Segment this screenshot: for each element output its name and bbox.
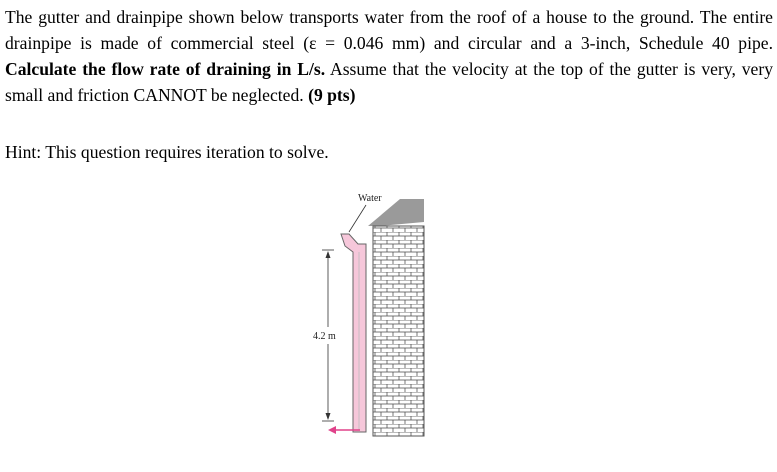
brick-wall	[373, 226, 424, 436]
gutter-drainpipe-figure	[300, 184, 440, 444]
water-label: Water	[358, 193, 382, 204]
dimension-arrow-up	[326, 251, 331, 258]
problem-task-bold: Calculate the flow rate of draining in L/s.	[5, 59, 326, 79]
problem-statement	[5, 4, 773, 108]
problem-points-bold: (9 pts)	[308, 85, 356, 105]
problem-text-part-1: The gutter and drainpipe shown below transports water from the roof of a house to the ground. The entire drainpipe is made of commercial steel (ε = 0.046 mm) and circular and a 3-inch, Schedule 40 pipe.	[5, 7, 773, 53]
exit-flow-arrow-head	[328, 426, 336, 434]
dimension-arrow-down	[326, 413, 331, 420]
hint-text: Hint: This question requires iteration to solve.	[5, 142, 329, 162]
gutter-drainpipe-svg	[300, 184, 440, 444]
height-label: 4.2 m	[313, 331, 336, 342]
water-leader-line	[349, 205, 366, 232]
drainpipe	[341, 234, 366, 432]
problem-text-part-2: Assume that the velocity at the top of the gutter is very, very small and friction CANNOT be neglected.	[5, 59, 773, 105]
